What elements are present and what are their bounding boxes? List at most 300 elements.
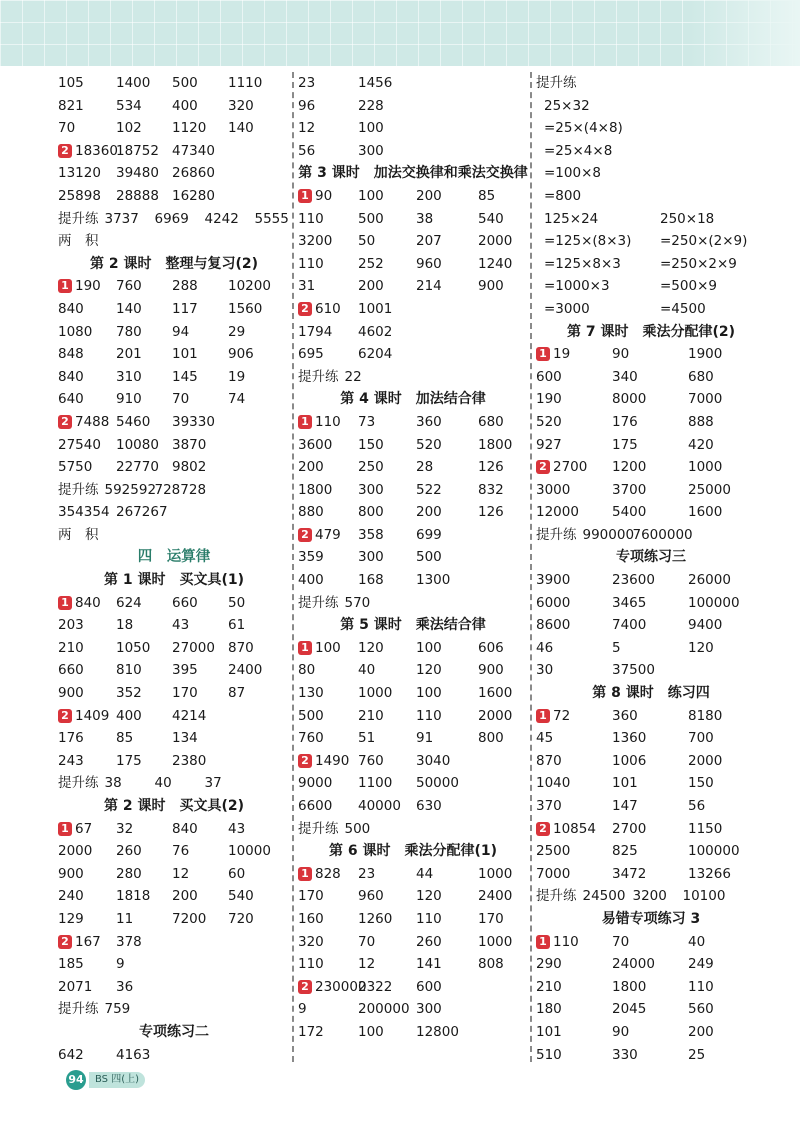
answer-cells bbox=[75, 931, 285, 953]
answer-row bbox=[536, 592, 766, 615]
answer-value: 1800 bbox=[612, 978, 647, 995]
answer-row bbox=[58, 275, 290, 298]
section-heading: 专项练习二 bbox=[139, 1023, 209, 1040]
answer-value: 40 bbox=[688, 933, 706, 950]
answer-value: 141 bbox=[416, 956, 442, 973]
answer-cells bbox=[58, 908, 268, 930]
answer-cells bbox=[75, 140, 285, 162]
answer-value: =250×(2×9) bbox=[660, 233, 748, 250]
answer-value: 176 bbox=[612, 413, 638, 430]
answer-cells bbox=[536, 1044, 746, 1066]
answer-row bbox=[58, 298, 290, 321]
answer-value: 60 bbox=[228, 865, 246, 882]
answer-value: 910 bbox=[116, 391, 142, 408]
answer-value: 906 bbox=[228, 346, 254, 363]
answer-row bbox=[298, 95, 528, 118]
answer-row: 两 积 bbox=[58, 233, 99, 250]
answer-value: 300 bbox=[358, 142, 384, 159]
answer-cells bbox=[315, 976, 525, 998]
answer-value: 18752 bbox=[116, 142, 159, 159]
answer-value: 47340 bbox=[172, 142, 215, 159]
answer-value: =25×4×8 bbox=[544, 142, 613, 159]
answer-row bbox=[58, 705, 290, 728]
question-number-badge: 1 bbox=[536, 347, 550, 361]
answer-value: 13120 bbox=[58, 165, 101, 182]
answer-value: 203 bbox=[58, 617, 84, 634]
answer-value: 23 bbox=[358, 865, 376, 882]
answer-value: 50 bbox=[358, 233, 376, 250]
answer-value: 800 bbox=[478, 730, 504, 747]
answer-value: 540 bbox=[478, 210, 504, 227]
answer-value: 1490 bbox=[315, 752, 350, 769]
answer-value: 50000 bbox=[416, 775, 459, 792]
answer-row bbox=[536, 456, 766, 479]
answer-cells bbox=[298, 908, 508, 930]
answer-value: 96 bbox=[298, 97, 316, 114]
answer-value: 825 bbox=[612, 843, 638, 860]
answer-value: 140 bbox=[116, 300, 142, 317]
answer-value: 2000 bbox=[688, 752, 723, 769]
answer-value: 780 bbox=[116, 323, 142, 340]
answer-value: 160 bbox=[298, 910, 324, 927]
answer-value: 12 bbox=[172, 865, 190, 882]
answer-value: 100 bbox=[358, 120, 384, 137]
answer-cells bbox=[298, 95, 508, 117]
answer-cells bbox=[298, 456, 508, 478]
answer-value: 695 bbox=[298, 346, 324, 363]
answer-value: 3600 bbox=[298, 436, 333, 453]
answer-row bbox=[536, 298, 766, 321]
answer-cells bbox=[298, 343, 508, 365]
answer-value: 840 bbox=[172, 820, 198, 837]
answer-row bbox=[298, 208, 528, 231]
answer-cells bbox=[58, 885, 268, 907]
answer-value: 520 bbox=[536, 413, 562, 430]
answer-row bbox=[536, 162, 766, 185]
answer-value: 100 bbox=[416, 685, 442, 702]
answer-value: 6204 bbox=[358, 346, 393, 363]
practice-label: 提升练 bbox=[298, 368, 339, 385]
answer-value: 74 bbox=[228, 391, 246, 408]
answer-value: 395 bbox=[172, 662, 198, 679]
practice-label: 提升练 bbox=[536, 526, 577, 543]
answer-value: 249 bbox=[688, 956, 714, 973]
answer-cells bbox=[536, 772, 746, 794]
answer-value: 1400 bbox=[116, 75, 151, 91]
question-number-badge: 2 bbox=[298, 754, 312, 768]
answer-row bbox=[298, 140, 528, 163]
answer-row bbox=[58, 885, 290, 908]
answer-value: 228 bbox=[358, 97, 384, 114]
answer-cells bbox=[544, 162, 754, 184]
answer-value: 500 bbox=[298, 707, 324, 724]
section-heading: 第 8 课时 练习四 bbox=[592, 685, 710, 702]
answer-cells bbox=[75, 275, 285, 297]
answer-cells bbox=[536, 388, 746, 410]
answer-value: 1794 bbox=[298, 323, 333, 340]
answer-value: 320 bbox=[228, 97, 254, 114]
answer-value: 280 bbox=[116, 865, 142, 882]
answer-cells bbox=[345, 592, 520, 614]
answer-value: 290 bbox=[536, 956, 562, 973]
answer-value: 6000 bbox=[536, 594, 571, 611]
answer-row bbox=[536, 727, 766, 750]
answer-value: 2045 bbox=[612, 1001, 647, 1018]
answer-value: 12 bbox=[298, 120, 316, 137]
answer-cells bbox=[298, 998, 508, 1020]
answer-row: 两 积 bbox=[58, 526, 99, 543]
answer-value: 201 bbox=[116, 346, 142, 363]
answer-value: 300 bbox=[358, 549, 384, 566]
question-number-badge: 1 bbox=[298, 641, 312, 655]
answer-value: 810 bbox=[116, 662, 142, 679]
answer-value: 252 bbox=[358, 255, 384, 272]
answer-value: 12000 bbox=[536, 504, 579, 521]
answer-cells bbox=[536, 501, 746, 523]
answer-value: 129 bbox=[58, 910, 84, 927]
answer-value: =125×8×3 bbox=[544, 255, 621, 272]
answer-value: 8600 bbox=[536, 617, 571, 634]
answer-value: 400 bbox=[298, 572, 324, 589]
answer-value: =100×8 bbox=[544, 165, 601, 182]
answer-value: 534 bbox=[116, 97, 142, 114]
answer-value: 500 bbox=[416, 549, 442, 566]
answer-value: 3870 bbox=[172, 436, 207, 453]
answer-value: 760 bbox=[358, 752, 384, 769]
answer-value: 61 bbox=[228, 617, 246, 634]
answer-value: 101 bbox=[172, 346, 198, 363]
answer-value: 170 bbox=[172, 685, 198, 702]
band-fade bbox=[690, 0, 800, 66]
answer-cells bbox=[58, 614, 268, 636]
answer-value: 660 bbox=[172, 594, 198, 611]
answer-value: 378 bbox=[116, 933, 142, 950]
answer-value: =250×2×9 bbox=[660, 255, 737, 272]
answer-value: 120 bbox=[358, 639, 384, 656]
answer-value: 117 bbox=[172, 300, 198, 317]
answer-value: 90 bbox=[612, 346, 630, 363]
answer-value: 1150 bbox=[688, 820, 723, 837]
answer-value: 760 bbox=[298, 730, 324, 747]
answer-cells bbox=[58, 727, 268, 749]
answer-row bbox=[536, 1021, 766, 1044]
practice-label: 提升练 bbox=[298, 820, 339, 837]
answer-value: 9 bbox=[298, 1001, 307, 1018]
answer-cells bbox=[315, 411, 525, 433]
column-divider bbox=[530, 72, 532, 1062]
question-number-badge: 2 bbox=[536, 822, 550, 836]
answer-row bbox=[298, 456, 528, 479]
answer-value: 2400 bbox=[478, 888, 513, 905]
answer-cells bbox=[298, 321, 508, 343]
answer-value: 172 bbox=[298, 1023, 324, 1040]
answer-value: 2000 bbox=[478, 233, 513, 250]
answer-value: 260 bbox=[116, 843, 142, 860]
answer-row bbox=[298, 592, 528, 615]
section-heading: 易错专项练习 3 bbox=[601, 910, 701, 927]
answer-value: 7600000 bbox=[632, 526, 693, 543]
answer-value: 126 bbox=[478, 504, 504, 521]
answer-row bbox=[536, 208, 766, 231]
answer-value: 360 bbox=[416, 413, 442, 430]
answer-value: 5 bbox=[612, 639, 621, 656]
question-number-badge: 1 bbox=[298, 415, 312, 429]
answer-cells bbox=[553, 931, 763, 953]
answer-value: 9802 bbox=[172, 459, 207, 476]
answer-value: 1900 bbox=[688, 346, 723, 363]
answer-value: 728728 bbox=[154, 481, 207, 498]
answer-row bbox=[298, 434, 528, 457]
answer-row bbox=[536, 840, 766, 863]
answer-row bbox=[58, 95, 290, 118]
answer-row bbox=[298, 727, 528, 750]
answer-value: =125×(8×3) bbox=[544, 233, 632, 250]
answer-value: 2700 bbox=[612, 820, 647, 837]
answer-value: 267267 bbox=[116, 504, 168, 521]
question-number-badge: 1 bbox=[536, 709, 550, 723]
answer-value: 100 bbox=[358, 1023, 384, 1040]
answer-row bbox=[536, 95, 766, 118]
answer-row bbox=[536, 931, 766, 954]
answer-value: 175 bbox=[612, 436, 638, 453]
top-decorative-band bbox=[0, 0, 800, 66]
answer-row bbox=[298, 411, 528, 434]
answer-value: 120 bbox=[416, 888, 442, 905]
answer-cells bbox=[536, 976, 746, 998]
answer-cells bbox=[553, 705, 763, 727]
answer-value: 1100 bbox=[358, 775, 393, 792]
answer-row bbox=[298, 863, 528, 886]
answer-value: 2700 bbox=[553, 459, 588, 476]
answer-value: 1040 bbox=[536, 775, 571, 792]
answer-column-2 bbox=[298, 72, 528, 1067]
answer-value: 520 bbox=[416, 436, 442, 453]
answer-value: 570 bbox=[344, 594, 371, 611]
answer-row bbox=[298, 321, 528, 344]
section-heading: 专项练习三 bbox=[616, 549, 686, 566]
answer-value: 540 bbox=[228, 888, 254, 905]
answer-value: 25898 bbox=[58, 187, 101, 204]
answer-value: 2071 bbox=[58, 978, 93, 995]
answer-value: 200 bbox=[688, 1023, 714, 1040]
answer-value: 3472 bbox=[612, 865, 647, 882]
answer-cells bbox=[104, 208, 289, 230]
answer-value: 260 bbox=[416, 933, 442, 950]
answer-value: 642 bbox=[58, 1046, 84, 1063]
answer-cells bbox=[536, 795, 746, 817]
answer-value: 12 bbox=[358, 956, 376, 973]
practice-label: 提升练 bbox=[536, 888, 577, 905]
answer-row bbox=[536, 795, 766, 818]
answer-value: 1818 bbox=[116, 888, 151, 905]
answer-row bbox=[536, 976, 766, 999]
answer-value: 1456 bbox=[358, 75, 393, 91]
answer-row bbox=[58, 953, 290, 976]
answer-value: 1000 bbox=[478, 933, 513, 950]
answer-value: 479 bbox=[315, 526, 341, 543]
answer-value: 46 bbox=[536, 639, 554, 656]
answer-value: 1080 bbox=[58, 323, 93, 340]
answer-value: 168 bbox=[358, 572, 384, 589]
answer-cells bbox=[298, 682, 513, 704]
answer-value: 100000 bbox=[688, 843, 740, 860]
answer-value: 19 bbox=[553, 346, 571, 363]
answer-value: 150 bbox=[358, 436, 384, 453]
answer-row bbox=[536, 953, 766, 976]
answer-cells bbox=[298, 931, 513, 953]
answer-row bbox=[298, 298, 528, 321]
answer-value: 56 bbox=[298, 142, 316, 159]
answer-value: 100000 bbox=[688, 594, 740, 611]
answer-value: 180 bbox=[536, 1001, 562, 1018]
answer-row bbox=[536, 614, 766, 637]
answer-value: 699 bbox=[416, 526, 442, 543]
answer-cells bbox=[58, 976, 268, 998]
answer-value: =800 bbox=[544, 187, 582, 204]
answer-value: 110 bbox=[298, 255, 324, 272]
answer-cells bbox=[298, 253, 513, 275]
answer-value: 26000 bbox=[688, 572, 731, 589]
answer-value: 110 bbox=[315, 413, 341, 430]
answer-row bbox=[298, 637, 528, 660]
answer-cells bbox=[315, 524, 525, 546]
answer-row bbox=[536, 998, 766, 1021]
answer-value: 2380 bbox=[172, 752, 207, 769]
answer-cells bbox=[345, 366, 520, 388]
answer-value: 927 bbox=[536, 436, 562, 453]
answer-cells bbox=[298, 705, 513, 727]
section-heading: 第 2 课时 整理与复习(2) bbox=[89, 255, 259, 272]
column-divider bbox=[292, 72, 294, 1062]
answer-value: 1110 bbox=[228, 75, 263, 91]
answer-cells bbox=[298, 275, 508, 297]
answer-cells bbox=[58, 863, 268, 885]
answer-value: 26860 bbox=[172, 165, 215, 182]
answer-value: 10000 bbox=[228, 843, 271, 860]
answer-cells bbox=[315, 863, 525, 885]
answer-value: 90 bbox=[315, 187, 333, 204]
answer-value: 5400 bbox=[612, 504, 647, 521]
answer-value: 848 bbox=[58, 346, 84, 363]
answer-row bbox=[58, 931, 290, 954]
answer-row bbox=[58, 456, 290, 479]
answer-value: 90 bbox=[612, 1023, 630, 1040]
answer-value: 200 bbox=[358, 278, 384, 295]
answer-value: 840 bbox=[58, 368, 84, 385]
answer-cells bbox=[298, 434, 513, 456]
answer-value: 200 bbox=[172, 888, 198, 905]
answer-value: 828 bbox=[315, 865, 341, 882]
answer-value: 359 bbox=[298, 549, 324, 566]
answer-row bbox=[58, 117, 290, 140]
answer-value: 1800 bbox=[478, 436, 513, 453]
answer-value: 110 bbox=[298, 210, 324, 227]
answer-cells bbox=[298, 659, 508, 681]
answer-value: 3900 bbox=[536, 572, 571, 589]
answer-column-3 bbox=[536, 72, 766, 1067]
answer-value: 120 bbox=[688, 639, 714, 656]
answer-value: 13266 bbox=[688, 865, 731, 882]
answer-cells bbox=[298, 117, 508, 139]
answer-value: 125×24 bbox=[544, 210, 599, 227]
answer-row bbox=[58, 976, 290, 999]
answer-cells bbox=[544, 140, 754, 162]
answer-row bbox=[536, 117, 766, 140]
answer-row bbox=[58, 434, 290, 457]
answer-value: 43 bbox=[172, 617, 190, 634]
answer-row bbox=[58, 818, 290, 841]
answer-row bbox=[298, 750, 528, 773]
answer-cells bbox=[105, 998, 280, 1020]
answer-value: 7400 bbox=[612, 617, 647, 634]
answer-value: 39480 bbox=[116, 165, 159, 182]
question-number-badge: 2 bbox=[298, 528, 312, 542]
answer-cells bbox=[105, 479, 280, 501]
answer-value: 340 bbox=[612, 368, 638, 385]
question-number-badge: 1 bbox=[58, 596, 72, 610]
answer-row bbox=[298, 795, 528, 818]
answer-cells bbox=[58, 456, 268, 478]
answer-value: 990000 bbox=[582, 526, 635, 543]
question-number-badge: 2 bbox=[536, 460, 550, 474]
answer-value: 87 bbox=[228, 685, 246, 702]
answer-value: 759 bbox=[104, 1001, 131, 1018]
answer-row bbox=[298, 479, 528, 502]
answer-value: 2500 bbox=[536, 843, 571, 860]
answer-value: 22 bbox=[344, 368, 362, 385]
answer-value: 145 bbox=[172, 368, 198, 385]
answer-row bbox=[536, 705, 766, 728]
answer-value: 1001 bbox=[358, 300, 393, 317]
answer-value: 330 bbox=[612, 1046, 638, 1063]
answer-row bbox=[58, 479, 290, 502]
answer-row bbox=[536, 185, 766, 208]
question-number-badge: 2 bbox=[58, 709, 72, 723]
question-number-badge: 2 bbox=[298, 980, 312, 994]
answer-value: 250 bbox=[358, 459, 384, 476]
answer-row bbox=[58, 659, 290, 682]
answer-cells bbox=[544, 253, 754, 275]
answer-cells bbox=[298, 1021, 508, 1043]
answer-value: 600 bbox=[536, 368, 562, 385]
answer-value: 400 bbox=[116, 707, 142, 724]
question-number-badge: 2 bbox=[58, 415, 72, 429]
answer-cells bbox=[298, 727, 508, 749]
answer-row bbox=[58, 1044, 290, 1067]
edition-tag: BS 四(上) bbox=[89, 1072, 145, 1088]
answer-row bbox=[536, 637, 766, 660]
answer-cells bbox=[58, 95, 268, 117]
answer-cells bbox=[298, 208, 508, 230]
answer-value: 300 bbox=[358, 481, 384, 498]
section-heading: 第 7 课时 乘法分配律(2) bbox=[566, 323, 736, 340]
answer-value: 300 bbox=[416, 1001, 442, 1018]
answer-cells bbox=[58, 72, 268, 94]
answer-row bbox=[298, 953, 528, 976]
answer-value: 1000 bbox=[358, 685, 393, 702]
answer-value: 832 bbox=[478, 481, 504, 498]
answer-value: 190 bbox=[536, 391, 562, 408]
answer-value: 3700 bbox=[612, 481, 647, 498]
answer-value: 70 bbox=[358, 933, 376, 950]
answer-row bbox=[58, 411, 290, 434]
answer-cells bbox=[75, 818, 285, 840]
answer-cells bbox=[345, 818, 520, 840]
answer-value: 1120 bbox=[172, 120, 207, 137]
section-heading: 第 1 课时 买文具(1) bbox=[103, 572, 245, 589]
answer-value: 6969 bbox=[154, 210, 189, 227]
question-number-badge: 2 bbox=[298, 302, 312, 316]
